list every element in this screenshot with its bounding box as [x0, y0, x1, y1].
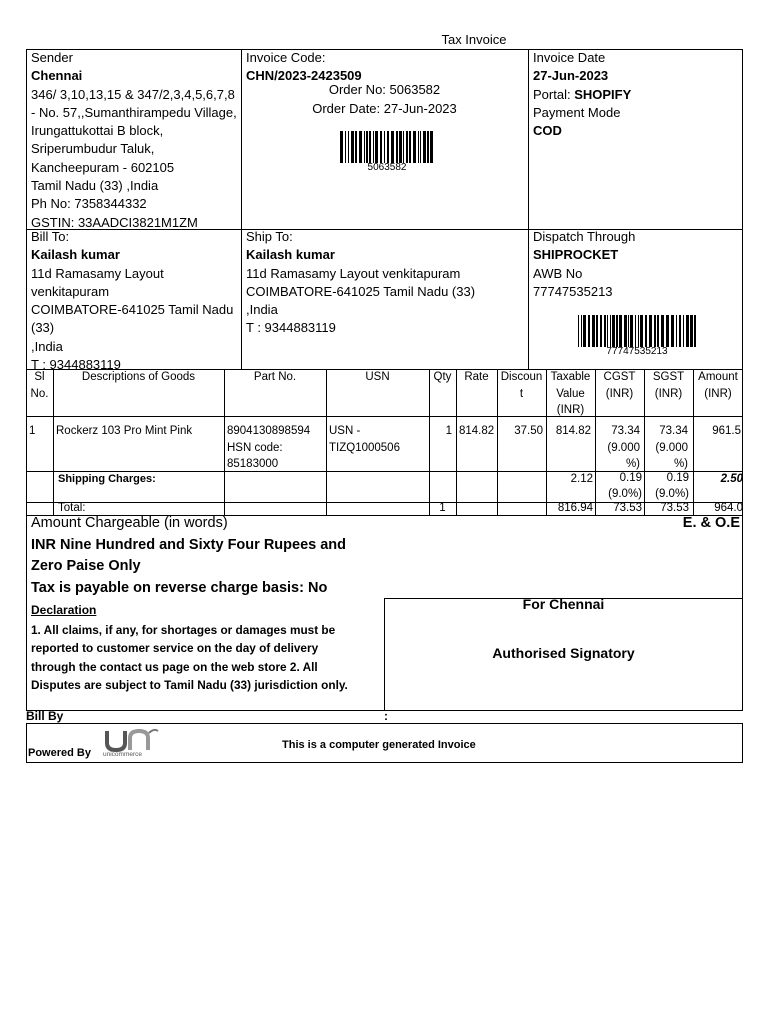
invoice-date-label: Invoice Date [533, 50, 606, 65]
col-header-qty [429, 369, 456, 386]
sender-address-line: Tamil Nadu (33) ,India [31, 178, 159, 194]
col-header-part-no [224, 369, 326, 386]
barcode-bar [373, 131, 374, 163]
shipping-sgst-line: 0.19 [666, 472, 689, 484]
barcode-bar [355, 131, 357, 163]
sender-label: Sender [31, 50, 73, 65]
amount-words-label: Amount Chargeable (in words) [31, 515, 228, 531]
sender-address-line: 346/ 3,10,13,15 & 347/2,3,4,5,6,7,8 [31, 86, 235, 102]
barcode-bar [348, 131, 349, 163]
portal-row [533, 86, 741, 104]
item-discount: 37.50 [514, 425, 543, 437]
payment-mode-label: Payment Mode [533, 104, 621, 120]
barcode-bar [583, 315, 586, 347]
sender-address-line: Sriperumbudur Taluk, [31, 141, 155, 157]
total-label: Total: [58, 502, 86, 514]
sender-section [31, 49, 239, 232]
total-amount: 964.0 [714, 502, 743, 514]
header-text: Taxable [550, 371, 591, 383]
order-barcode-text: 5063582 [367, 162, 407, 173]
shipping-cgst [595, 471, 642, 502]
barcode-bar [340, 131, 343, 163]
powered-by-label: Powered By [28, 747, 91, 759]
unicommerce-logo [103, 727, 159, 759]
awb-barcode-text: 77747535213 [606, 346, 668, 357]
barcode-bar [683, 315, 684, 347]
barcode-bar [690, 315, 693, 347]
header-text: Rate [464, 371, 489, 383]
item-sgst-line: %) [673, 458, 688, 470]
barcode-bar [380, 131, 382, 163]
item-part-line: 85183000 [227, 458, 279, 470]
item-part-no [227, 423, 310, 473]
header-text: SGST [652, 371, 685, 383]
col-header-sl [26, 369, 53, 402]
bill-to-address-line: venkitapuram [31, 283, 110, 299]
amount-words-line2: Zero Paise Only [31, 558, 141, 574]
sender-address-line: Irungattukottai B block, [31, 123, 164, 139]
barcode-bar [364, 131, 365, 163]
barcode-bar [403, 131, 404, 163]
bill-to-name: Kailash kumar [31, 247, 120, 263]
barcode-bar [409, 131, 411, 163]
barcode-bar [391, 131, 394, 163]
awb-label: AWB No [533, 265, 583, 281]
item-cgst-line: %) [625, 458, 640, 470]
ship-to-address-line: COIMBATORE-641025 Tamil Nadu (33) [246, 283, 476, 299]
authorised-signatory: Authorised Signatory [492, 645, 635, 661]
header-text: CGST [603, 371, 636, 383]
barcode-bar [345, 131, 346, 163]
sender-address-line: Ph No: 7358344332 [31, 196, 147, 212]
item-qty: 1 [445, 425, 452, 437]
dispatch-section [533, 228, 741, 301]
bill-to-address-line: COIMBATORE-641025 Tamil Nadu [31, 302, 234, 318]
header-text: Part No. [253, 371, 297, 383]
computer-generated-note: This is a computer generated Invoice [282, 739, 476, 751]
sender-name: Chennai [31, 68, 83, 84]
ship-to-address-line: 11d Ramasamy Layout venkitapuram [246, 265, 461, 281]
declaration-line: through the contact us page on the web store 2. All [31, 659, 318, 674]
barcode-bar [396, 131, 398, 163]
item-amount: 961.5 [712, 425, 741, 437]
barcode-bar [610, 315, 611, 347]
total-taxable: 816.94 [557, 502, 593, 514]
ship-to-label: Ship To: [246, 229, 293, 244]
total-cgst: 73.53 [613, 502, 642, 514]
header-text: Qty [433, 371, 452, 383]
barcode-bar [630, 315, 633, 347]
barcode-bar [645, 315, 647, 347]
barcode-bar [600, 315, 602, 347]
barcode-bar [588, 315, 590, 347]
barcode-bar [384, 131, 385, 163]
portal-value: SHOPIFY [574, 86, 632, 102]
shipping-sgst-line: (9.0%) [655, 487, 689, 500]
declaration-line: 1. All claims, if any, for shortages or damages must be [31, 623, 336, 637]
invoice-code: CHN/2023-2423509 [246, 68, 362, 84]
ship-to-name: Kailash kumar [246, 247, 335, 263]
declaration-text [31, 621, 348, 694]
invoice-date-section [533, 49, 741, 140]
declaration-line: Disputes are subject to Tamil Nadu (33) jurisdiction only. [31, 677, 348, 692]
barcode-bar [578, 315, 579, 347]
barcode-bar [387, 131, 389, 163]
col-header-sgst [644, 369, 693, 402]
for-company: For Chennai [522, 596, 605, 612]
unicommerce-logo-text: unicommerce [103, 751, 143, 758]
sender-address-line: - No. 57,,Sumanthirampedu Village, [31, 104, 237, 120]
barcode-bar [619, 315, 622, 347]
invoice-code-label: Invoice Code: [246, 50, 326, 65]
barcode-bar [427, 131, 429, 163]
invoice-date: 27-Jun-2023 [533, 68, 609, 84]
item-sl: 1 [29, 425, 36, 437]
total-qty: 1 [439, 502, 446, 514]
sender-address-line: Kancheepuram - 602105 [31, 159, 175, 175]
item-usn-line: USN - [329, 425, 361, 437]
item-usn-line: TIZQ1000506 [329, 441, 400, 454]
barcode-bar [406, 131, 408, 163]
header-text: (INR) [654, 387, 683, 400]
barcode-bar [359, 131, 362, 163]
barcode-bar [640, 315, 643, 347]
sender-address [31, 86, 239, 232]
col-header-cgst [595, 369, 644, 402]
item-taxable: 814.82 [555, 425, 591, 437]
col-header-description [53, 369, 224, 386]
col-header-discount [497, 369, 546, 402]
header-text: No. [30, 387, 49, 400]
shipping-cgst-line: (9.0%) [608, 487, 642, 500]
bill-to-address-line: 11d Ramasamy Layout [31, 265, 164, 281]
col-header-rate [456, 369, 497, 386]
col-header-taxable [546, 369, 595, 419]
barcode-bar [607, 315, 608, 347]
shipping-amount: 2.50 [720, 473, 743, 485]
ship-to-address [246, 265, 526, 338]
barcode-bar [375, 131, 378, 163]
amount-words-line1: INR Nine Hundred and Sixty Four Rupees and [31, 537, 347, 553]
barcode-bar [592, 315, 595, 347]
col-header-amount [693, 369, 743, 402]
barcode-bar [351, 131, 354, 163]
col-header-usn [326, 369, 429, 386]
barcode-bar [657, 315, 659, 347]
eoe-label: E. & O.E [682, 515, 740, 531]
shipping-cgst-line: 0.19 [619, 472, 642, 484]
bill-to-label: Bill To: [31, 229, 70, 244]
header-text: USN [365, 371, 390, 383]
bill-to-section [31, 228, 239, 374]
ship-to-address-line: T : 9344883119 [246, 320, 336, 336]
barcode-bar [649, 315, 652, 347]
header-text: Discoun [500, 371, 543, 383]
barcode-bar [616, 315, 618, 347]
header-text: (INR) [556, 404, 585, 416]
declaration-line: reported to customer service on the day of delivery [31, 641, 319, 656]
header-text: Descriptions of Goods [81, 371, 196, 383]
barcode-bar [666, 315, 669, 347]
order-barcode [340, 131, 434, 163]
declaration-title: Declaration [31, 603, 97, 617]
awb-number: 77747535213 [533, 283, 613, 299]
item-description: Rockerz 103 Pro Mint Pink [56, 425, 193, 437]
barcode-bar [624, 315, 627, 347]
item-cgst-line: (9.000 [607, 441, 640, 454]
barcode-bar [635, 315, 636, 347]
barcode-bar [679, 315, 681, 347]
item-usn [329, 423, 400, 456]
barcode-bar [369, 131, 371, 163]
header-text: Amount [698, 371, 738, 383]
barcode-bar [671, 315, 674, 347]
bill-to-address [31, 265, 239, 375]
item-part-line: 8904130898594 [227, 425, 311, 437]
barcode-bar [628, 315, 629, 347]
header-text: Value [556, 387, 585, 400]
bill-by-label: Bill By [26, 709, 64, 723]
barcode-bar [430, 131, 433, 163]
barcode-bar [413, 131, 416, 163]
payment-mode: COD [533, 123, 562, 139]
item-sgst-line: 73.34 [659, 425, 688, 437]
barcode-bar [418, 131, 419, 163]
barcode-bar [604, 315, 606, 347]
barcode-bar [638, 315, 639, 347]
item-rate: 814.82 [459, 425, 495, 437]
bill-to-address-line: T : 9344883119 [31, 357, 121, 373]
document-title: Tax Invoice [441, 32, 507, 47]
barcode-bar [654, 315, 656, 347]
bill-by-colon: : [384, 709, 388, 723]
order-no: Order No: 5063582 [328, 82, 441, 97]
shipping-sgst [644, 471, 689, 502]
ship-to-section [246, 228, 526, 338]
awb-barcode [578, 315, 696, 347]
item-cgst-line: 73.34 [611, 425, 640, 437]
barcode-bar [694, 315, 696, 347]
header-text: t [519, 387, 524, 400]
barcode-bar [423, 131, 426, 163]
bill-to-address-line: (33) [31, 320, 55, 336]
bill-to-address-line: ,India [31, 338, 63, 354]
ship-to-address-line: ,India [246, 302, 278, 318]
sender-address-line: GSTIN: 33AADCI3821M1ZM [31, 214, 198, 230]
barcode-bar [399, 131, 402, 163]
reverse-charge: Tax is payable on reverse charge basis: No [31, 580, 328, 596]
barcode-bar [676, 315, 677, 347]
item-sgst [644, 423, 688, 473]
shipping-label: Shipping Charges: [58, 473, 156, 485]
barcode-bar [581, 315, 582, 347]
item-cgst [595, 423, 640, 473]
shipping-taxable: 2.12 [570, 473, 593, 485]
header-text: (INR) [605, 387, 634, 400]
barcode-bar [420, 131, 421, 163]
barcode-bar [612, 315, 615, 347]
dispatch-label: Dispatch Through [533, 229, 636, 244]
barcode-bar [366, 131, 368, 163]
header-text: (INR) [704, 387, 732, 400]
order-date: Order Date: 27-Jun-2023 [312, 101, 457, 116]
item-sgst-line: (9.000 [655, 441, 688, 454]
barcode-bar [596, 315, 598, 347]
item-part-line: HSN code: [227, 441, 283, 454]
dispatch-carrier: SHIPROCKET [533, 247, 619, 263]
barcode-bar [686, 315, 689, 347]
total-sgst: 73.53 [660, 502, 689, 514]
header-text: Sl [34, 371, 45, 383]
barcode-bar [661, 315, 664, 347]
portal-label: Portal: [533, 86, 575, 102]
